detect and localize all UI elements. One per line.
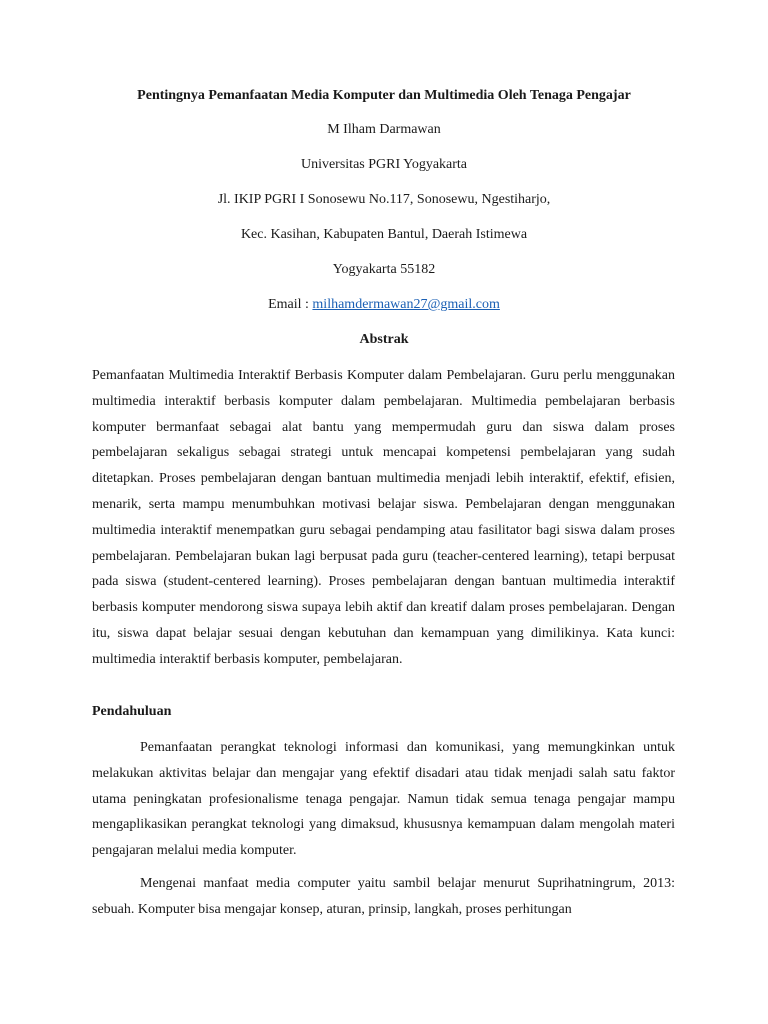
address-line-2: Kec. Kasihan, Kabupaten Bantul, Daerah Istimewa (240, 227, 528, 242)
email-label: Email : (268, 297, 313, 312)
paper-title: Pentingnya Pemanfaatan Media Komputer dan Multimedia Oleh Tenaga Pengajar (137, 88, 631, 103)
email-line (0, 297, 768, 313)
introduction-paragraph-1: Pemanfaatan perangkat teknologi informasi dan komunikasi, yang memungkinkan untuk melakukan aktivitas belajar dan mengajar yang efektif disadari atau tidak menjadi salah satu faktor utama peningkatan profesionalisme tenaga pengajar. Namun tidak semua tenaga pengajar mampu mengaplikasikan perangkat teknologi yang dimaksud, khususnya kemampuan dalam mengolah materi pengajaran melalui media komputer. (92, 740, 675, 859)
address-line-3: Yogyakarta 55182 (332, 262, 436, 277)
introduction-paragraph-2: Mengenai manfaat media computer yaitu sambil belajar menurut Suprihatningrum, 2013: sebuah. Komputer bisa mengajar konsep, aturan, prinsip, langkah, proses perhitungan (92, 876, 675, 917)
affiliation: Universitas PGRI Yogyakarta (300, 157, 468, 172)
introduction-heading: Pendahuluan (92, 704, 172, 719)
email-link[interactable]: milhamdermawan27@gmail.com (312, 297, 500, 312)
abstract-heading: Abstrak (359, 332, 409, 347)
abstract-text: Pemanfaatan Multimedia Interaktif Berbasis Komputer dalam Pembelajaran. Guru perlu menggunakan multimedia interaktif berbasis komputer dalam pembelajaran. Multimedia pembelajaran berbasis komputer bermanfaat sebagai alat bantu yang mempermudah guru dan siswa dalam proses pembelajaran sekaligus sebagai strategi untuk mencapai kompetensi pembelajaran yang sudah ditetapkan. Proses pembelajaran dengan bantuan multimedia menjadi lebih interaktif, efektif, efisien, menarik, serta mampu menumbuhkan motivasi belajar siswa. Pembelajaran dengan menggunakan multimedia interaktif menempatkan guru sebagai pendamping atau fasilitator bagi siswa dalam proses pembelajaran. Pembelajaran bukan lagi berpusat pada guru (teacher-centered learning), tetapi berpusat pada siswa (student-centered learning). Proses pembelajaran dengan bantuan multimedia interaktif berbasis komputer mendorong siswa supaya lebih aktif dan kreatif dalam proses pembelajaran. Dengan itu, siswa dapat belajar sesuai dengan kebutuhan dan kemampuan yang dimilikinya. Kata kunci: multimedia interaktif berbasis komputer, pembelajaran. (92, 368, 675, 667)
address-line-1: Jl. IKIP PGRI I Sonosewu No.117, Sonosewu, Ngestiharjo, (217, 192, 551, 207)
author-name: M Ilham Darmawan (327, 122, 441, 137)
